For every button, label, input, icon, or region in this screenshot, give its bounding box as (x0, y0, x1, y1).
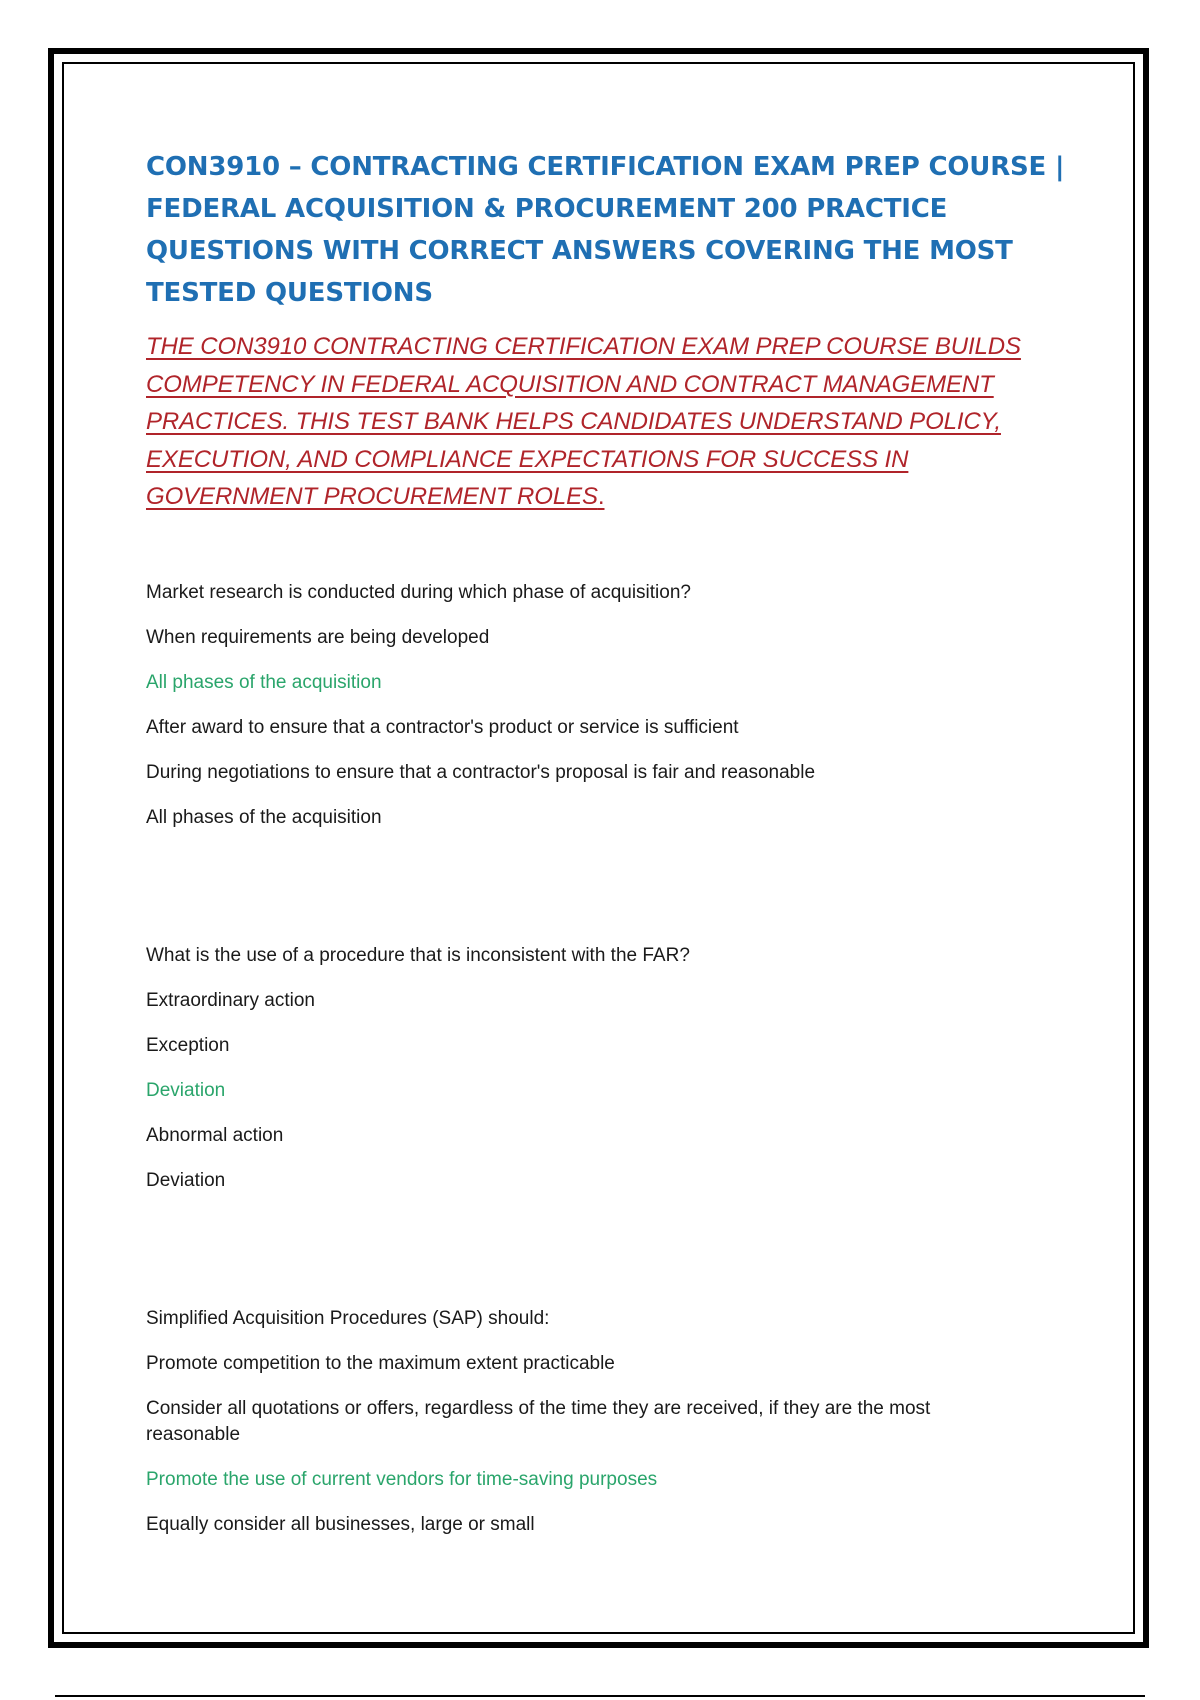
correct-answer: All phases of the acquisition (146, 807, 382, 828)
answer-option: During negotiations to ensure that a contractor's proposal is fair and reasonable (146, 762, 816, 783)
document-subtitle (146, 328, 1066, 516)
question-text: What is the use of a procedure that is inconsistent with the FAR? (146, 945, 690, 966)
question-block (146, 1306, 1006, 1538)
answer-option-correct: Deviation (146, 1080, 226, 1101)
answer-option: Promote competition to the maximum extent practicable (146, 1353, 615, 1374)
answer-option: Equally consider all businesses, large or small (146, 1514, 535, 1535)
answer-option-correct: All phases of the acquisition (146, 672, 382, 693)
answer-option: Exception (146, 1035, 230, 1056)
question-text: Simplified Acquisition Procedures (SAP) should: (146, 1308, 550, 1329)
document-title: CON3910 – CONTRACTING CERTIFICATION EXAM PREP COURSE | FEDERAL ACQUISITION & PROCUREMENT 200 PRACTICE QUESTIONS WITH CORRECT ANSWERS COVERING THE MOST TESTED QUESTIONS (146, 152, 1065, 308)
question-block (146, 580, 1066, 831)
document-content (146, 146, 1066, 1535)
subtitle-text: THE CON3910 CONTRACTING CERTIFICATION EXAM PREP COURSE BUILDS COMPETENCY IN FEDERAL ACQUISITION AND CONTRACT MANAGEMENT PRACTICES. THIS TEST BANK HELPS CANDIDATES UNDERSTAND POLICY, EXECUTION, AND COMPLIANCE EXPECTATIONS FOR SUCCESS IN GOVERNMENT PROCUREMENT ROLES (146, 333, 1021, 510)
answer-option: Extraordinary action (146, 990, 315, 1011)
answer-option: Consider all quotations or offers, regardless of the time they are received, if they are the most reasonable (146, 1398, 931, 1445)
correct-answer: Deviation (146, 1170, 226, 1191)
page-bottom-rule (55, 1695, 1145, 1697)
answer-option: When requirements are being developed (146, 627, 490, 648)
question-block (146, 943, 1066, 1194)
answer-option: Abnormal action (146, 1125, 284, 1146)
question-text: Market research is conducted during which phase of acquisition? (146, 582, 691, 603)
answer-option: After award to ensure that a contractor's product or service is sufficient (146, 717, 739, 738)
subtitle-period: . (597, 483, 605, 510)
answer-option-correct: Promote the use of current vendors for time-saving purposes (146, 1469, 658, 1490)
